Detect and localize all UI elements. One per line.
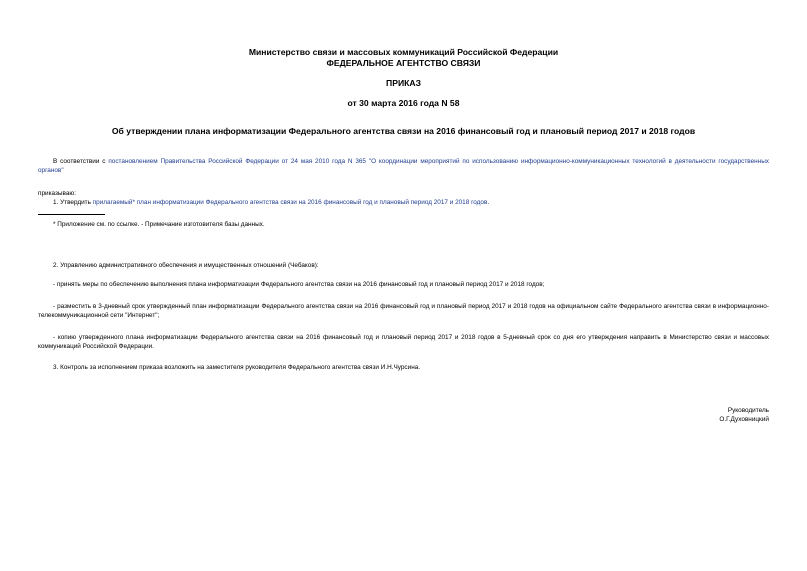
preamble-paragraph: [38, 157, 769, 175]
item-3: 3. Контроль за исполнением приказа возложить на заместителя руководителя Федерального агентства связи И.Н.Чурсина.: [53, 364, 421, 371]
footnote-divider: [38, 214, 105, 215]
resolution-link[interactable]: постановлением Правительства Российской Федерации от 24 мая 2010 года N 365 "О координации мероприятий по использованию информационно-коммуникационных технологий в деятельности государственных органов": [38, 158, 769, 174]
agency-name: ФЕДЕРАЛЬНОЕ АГЕНТСТВО СВЯЗИ: [326, 58, 481, 68]
preamble-prefix: В соответствии с: [53, 158, 109, 165]
signature-role: Руководитель: [727, 407, 769, 414]
plan-link[interactable]: прилагаемый* план информатизации Федерального агентства связи на 2016 финансовый год и плановый период 2017 и 2018 годов: [92, 199, 488, 206]
item-2-b: - разместить в 3-дневный срок утвержденный план информатизации Федерального агентства связи на 2016 финансовый год и плановый период 2017 и 2018 годов на официальном сайте Федерального агентства связи в информационно-телекоммуникационной сети "Интернет";: [38, 303, 769, 319]
ministry-name: Министерство связи и массовых коммуникаций Российской Федерации: [248, 47, 559, 57]
item-1-prefix: 1. Утвердить: [53, 199, 93, 206]
document-type: ПРИКАЗ: [386, 78, 421, 88]
footnote: * Приложение см. по ссылке. - Примечание изготовителя базы данных.: [53, 221, 265, 228]
item-1-period: .: [487, 199, 490, 206]
signature-name: О.Г.Духовницкий: [719, 416, 769, 423]
item-2-a: - принять меры по обеспечению выполнения плана информатизации Федерального агентства связи на 2016 финансовый год и плановый период 2017 и 2018 годов;: [53, 281, 545, 288]
item-2-c: - копию утвержденного плана информатизации Федерального агентства связи на 2016 финансовый год и плановый период 2017 и 2018 годов в 5-дневный срок со дня его утверждения направить в Министерство связи и массовых коммуникаций Российской Федерации.: [38, 334, 769, 350]
document-title: Об утверждении плана информатизации Федерального агентства связи на 2016 финансовый год и плановый период 2017 и 2018 годов: [111, 126, 696, 136]
document-date-number: от 30 марта 2016 года N 58: [347, 98, 460, 108]
item-2: 2. Управлению административного обеспечения и имущественных отношений (Чебаков):: [53, 262, 319, 269]
item-1: [38, 198, 769, 207]
order-word: приказываю:: [38, 190, 76, 197]
